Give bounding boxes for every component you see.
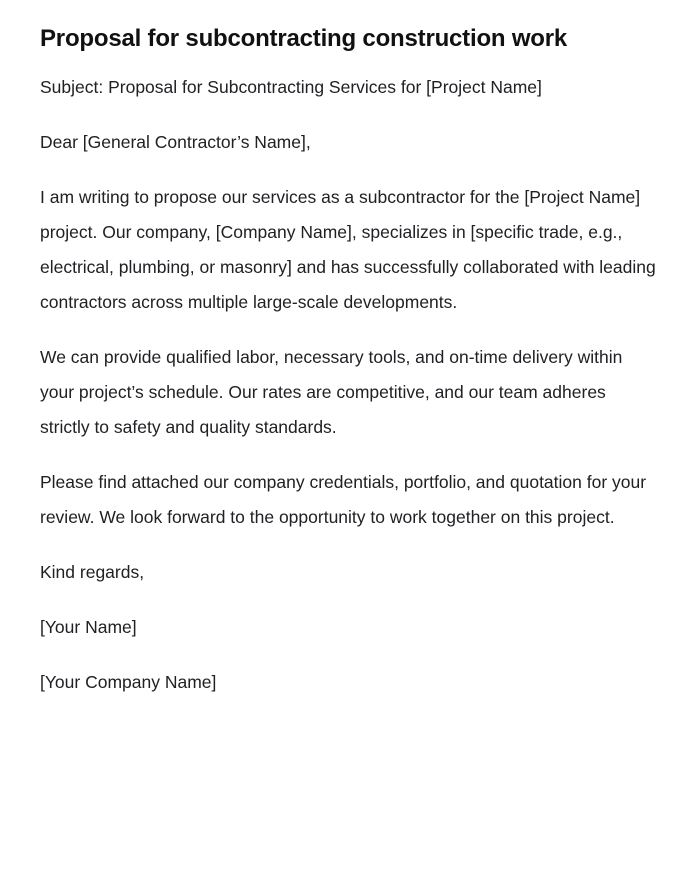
paragraph-attachments: Please find attached our company credentials, portfolio, and quotation for your review. We look forward to the opportunity to work together on this project. (40, 472, 647, 527)
paragraph-salutation: Dear [General Contractor’s Name], (40, 132, 311, 152)
paragraph-subject: Subject: Proposal for Subcontracting Services for [Project Name] (40, 77, 542, 97)
paragraph-closing: Kind regards, (40, 562, 145, 582)
paragraph-capabilities: We can provide qualified labor, necessary tools, and on-time delivery within your project’s schedule. Our rates are competitive, and our team adheres strictly to safety and quality standards. (40, 347, 623, 437)
page-title: Proposal for subcontracting construction work (40, 25, 568, 52)
paragraph-signature-name: [Your Name] (40, 617, 137, 637)
paragraph-signature-company: [Your Company Name] (40, 672, 217, 692)
paragraph-introduction: I am writing to propose our services as a subcontractor for the [Project Name] project. Our company, [Company Name], specializes in [specific trade, e.g., electrical, plumbing, or masonry] and has successfully collaborated with leading contractors across multiple large-scale developments. (40, 187, 656, 312)
